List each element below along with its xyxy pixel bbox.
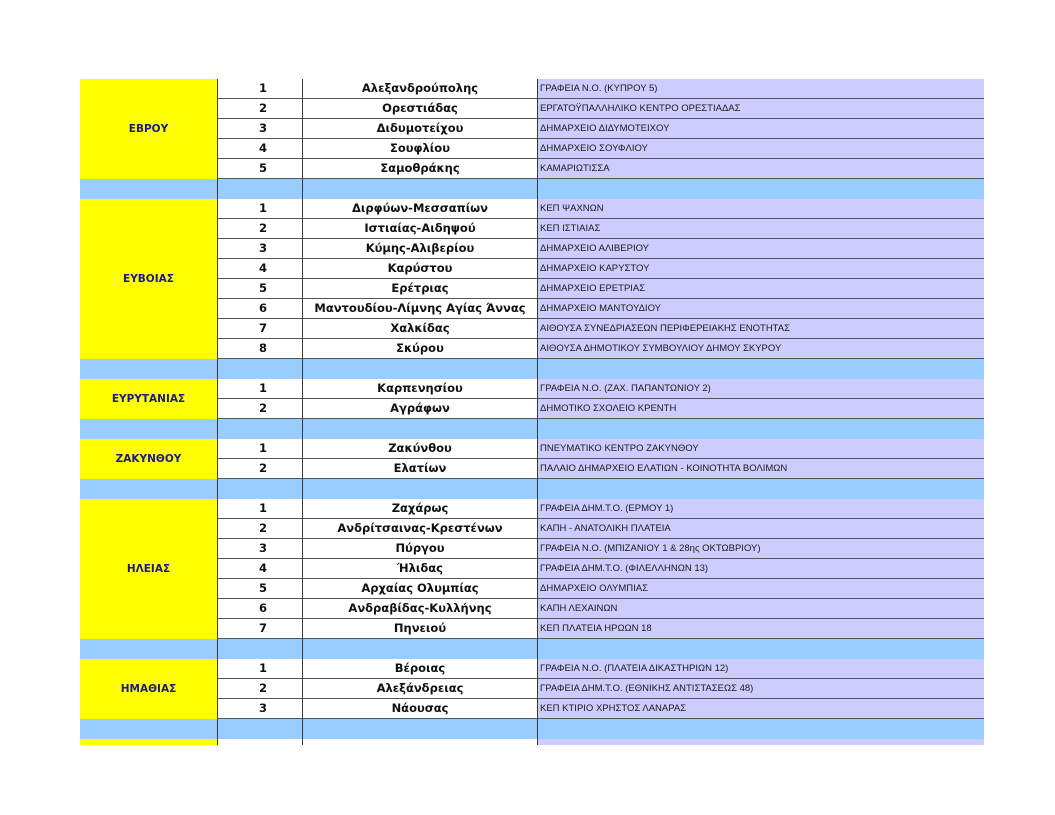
region-name: ΗΜΑΘΙΑΣ <box>80 659 217 719</box>
municipality-name: Κύμης-Αλιβερίου <box>302 239 537 259</box>
grid-line <box>217 479 218 499</box>
municipality-name: Αγράφων <box>302 399 537 419</box>
location-address: ΓΡΑΦΕΙΑ Ν.Ο. (ΚΥΠΡΟΥ 5) <box>537 79 984 99</box>
location-address: ΔΗΜΟΤΙΚΟ ΣΧΟΛΕΙΟ ΚΡΕΝΤΗ <box>537 399 984 419</box>
grid-line <box>302 479 303 499</box>
location-address: ΓΡΑΦΕΙΑ Ν.Ο. (ΜΠΙΖΑΝΙΟΥ 1 & 28ης ΟΚΤΩΒΡΙΟΥ) <box>537 539 984 559</box>
region-name: ΖΑΚΥΝΘΟΥ <box>80 439 217 479</box>
grid-line <box>302 719 303 739</box>
table-row <box>217 139 984 159</box>
location-address: ΔΗΜΑΡΧΕΙΟ ΜΑΝΤΟΥΔΙΟΥ <box>537 299 984 319</box>
grid-line <box>537 479 538 499</box>
municipality-name: Διδυμοτείχου <box>302 119 537 139</box>
municipality-name: Διρφύων-Μεσσαπίων <box>302 199 537 219</box>
location-address: ΓΡΑΦΕΙΑ ΔΗΜ.Τ.Ο. (ΕΡΜΟΥ 1) <box>537 499 984 519</box>
location-address: ΚΑΠΗ - ΑΝΑΤΟΛΙΚΗ ΠΛΑΤΕΙΑ <box>537 519 984 539</box>
municipality-name: Νάουσας <box>302 699 537 719</box>
table-row <box>217 339 984 359</box>
region-name: ΗΛΕΙΑΣ <box>80 499 217 639</box>
table-row <box>217 219 984 239</box>
row-number: 5 <box>217 579 302 599</box>
municipality-name: Αρχαίας Ολυμπίας <box>302 579 537 599</box>
grid-line <box>537 359 538 379</box>
table-row <box>217 279 984 299</box>
table-row <box>217 659 984 679</box>
row-number: 8 <box>217 339 302 359</box>
separator-row <box>80 479 984 499</box>
municipality-name: Ζαχάρως <box>302 499 537 519</box>
grid-line <box>302 419 303 439</box>
table-row <box>217 599 984 619</box>
location-address <box>537 739 984 745</box>
row-number: 7 <box>217 319 302 339</box>
table-row <box>217 299 984 319</box>
grid-line <box>217 179 218 199</box>
location-address: ΔΗΜΑΡΧΕΙΟ ΔΙΔΥΜΟΤΕΙΧΟΥ <box>537 119 984 139</box>
row-number: 2 <box>217 679 302 699</box>
row-number: 3 <box>217 239 302 259</box>
location-address: ΚΕΠ ΨΑΧΝΩΝ <box>537 199 984 219</box>
grid-line <box>302 179 303 199</box>
table-row <box>217 519 984 539</box>
location-address: ΔΗΜΑΡΧΕΙΟ ΑΛΙΒΕΡΙΟΥ <box>537 239 984 259</box>
table-row <box>217 379 984 399</box>
row-number: 7 <box>217 619 302 639</box>
municipality-name: Βέροιας <box>302 659 537 679</box>
grid-line <box>217 359 218 379</box>
location-address: ΠΝΕΥΜΑΤΙΚΟ ΚΕΝΤΡΟ ΖΑΚΥΝΘΟΥ <box>537 439 984 459</box>
municipality-name: Πηνειού <box>302 619 537 639</box>
row-number: 3 <box>217 539 302 559</box>
table-row <box>217 499 984 519</box>
region-name: ΕΥΡΥΤΑΝΙΑΣ <box>80 379 217 419</box>
row-number: 5 <box>217 279 302 299</box>
table-row <box>217 579 984 599</box>
region-name: ΕΒΡΟΥ <box>80 79 217 179</box>
table-row <box>217 679 984 699</box>
municipality-name: Ιστιαίας-Αιδηψού <box>302 219 537 239</box>
location-address: ΚΕΠ ΚΤΙΡΙΟ ΧΡΗΣΤΟΣ ΛΑΝΑΡΑΣ <box>537 699 984 719</box>
table-row <box>217 539 984 559</box>
table-row <box>217 439 984 459</box>
row-number: 2 <box>217 99 302 119</box>
separator-row <box>80 419 984 439</box>
municipality-name: Καρπενησίου <box>302 379 537 399</box>
municipality-name: Ερέτριας <box>302 279 537 299</box>
grid-line <box>302 639 303 659</box>
grid-line <box>537 719 538 739</box>
location-address: ΚΕΠ ΠΛΑΤΕΙΑ ΗΡΩΩΝ 18 <box>537 619 984 639</box>
location-address: ΚΑΜΑΡΙΩΤΙΣΣΑ <box>537 159 984 179</box>
location-address: ΚΑΠΗ ΛΕΧΑΙΝΩΝ <box>537 599 984 619</box>
table-row-partial <box>217 739 984 745</box>
municipality-name: Ορεστιάδας <box>302 99 537 119</box>
separator-row <box>80 359 984 379</box>
location-address: ΔΗΜΑΡΧΕΙΟ ΟΛΥΜΠΙΑΣ <box>537 579 984 599</box>
table-row <box>217 699 984 719</box>
location-address: ΔΗΜΑΡΧΕΙΟ ΕΡΕΤΡΙΑΣ <box>537 279 984 299</box>
grid-line <box>217 719 218 739</box>
municipality-table <box>80 79 984 745</box>
municipality-name: Χαλκίδας <box>302 319 537 339</box>
location-address: ΚΕΠ ΙΣΤΙΑΙΑΣ <box>537 219 984 239</box>
grid-line <box>217 639 218 659</box>
grid-line <box>217 419 218 439</box>
municipality-name: Σκύρου <box>302 339 537 359</box>
table-row <box>217 319 984 339</box>
row-number: 1 <box>217 379 302 399</box>
row-number <box>217 739 302 745</box>
table-row <box>217 559 984 579</box>
table-row <box>217 239 984 259</box>
table-row <box>217 119 984 139</box>
municipality-name: Ήλιδας <box>302 559 537 579</box>
row-number: 2 <box>217 219 302 239</box>
row-number: 2 <box>217 519 302 539</box>
separator-row <box>80 179 984 199</box>
location-address: ΔΗΜΑΡΧΕΙΟ ΚΑΡΥΣΤΟΥ <box>537 259 984 279</box>
municipality-name: Σαμοθράκης <box>302 159 537 179</box>
region-name: ΕΥΒΟΙΑΣ <box>80 199 217 359</box>
table-row <box>217 619 984 639</box>
municipality-name: Καρύστου <box>302 259 537 279</box>
municipality-name <box>302 739 537 745</box>
table-row <box>217 399 984 419</box>
row-number: 5 <box>217 159 302 179</box>
table-row <box>217 259 984 279</box>
row-number: 4 <box>217 559 302 579</box>
row-number: 2 <box>217 459 302 479</box>
row-number: 2 <box>217 399 302 419</box>
municipality-name: Ζακύνθου <box>302 439 537 459</box>
municipality-name: Σουφλίου <box>302 139 537 159</box>
municipality-name: Ελατίων <box>302 459 537 479</box>
location-address: ΑΙΘΟΥΣΑ ΣΥΝΕΔΡΙΑΣΕΩΝ ΠΕΡΙΦΕΡΕΙΑΚΗΣ ΕΝΟΤΗΤΑΣ <box>537 319 984 339</box>
table-row <box>217 459 984 479</box>
row-number: 1 <box>217 439 302 459</box>
location-address: ΓΡΑΦΕΙΑ ΔΗΜ.Τ.Ο. (ΦΙΛΕΛΛΗΝΩΝ 13) <box>537 559 984 579</box>
location-address: ΓΡΑΦΕΙΑ Ν.Ο. (ΠΛΑΤΕΙΑ ΔΙΚΑΣΤΗΡΙΩΝ 12) <box>537 659 984 679</box>
grid-line <box>537 419 538 439</box>
table-row <box>217 99 984 119</box>
grid-line <box>537 179 538 199</box>
row-number: 6 <box>217 599 302 619</box>
municipality-name: Πύργου <box>302 539 537 559</box>
municipality-name: Αλεξανδρούπολης <box>302 79 537 99</box>
row-number: 3 <box>217 699 302 719</box>
separator-row <box>80 639 984 659</box>
separator-row <box>80 719 984 739</box>
row-number: 1 <box>217 499 302 519</box>
table-row <box>217 199 984 219</box>
location-address: ΔΗΜΑΡΧΕΙΟ ΣΟΥΦΛΙΟΥ <box>537 139 984 159</box>
municipality-name: Ανδραβίδας-Κυλλήνης <box>302 599 537 619</box>
municipality-name: Ανδρίτσαινας-Κρεστένων <box>302 519 537 539</box>
location-address: ΑΙΘΟΥΣΑ ΔΗΜΟΤΙΚΟΥ ΣΥΜΒΟΥΛΙΟΥ ΔΗΜΟΥ ΣΚΥΡΟΥ <box>537 339 984 359</box>
row-number: 1 <box>217 199 302 219</box>
municipality-name: Μαντουδίου-Λίμνης Αγίας Άννας <box>302 299 537 319</box>
row-number: 1 <box>217 79 302 99</box>
row-number: 3 <box>217 119 302 139</box>
location-address: ΓΡΑΦΕΙΑ ΔΗΜ.Τ.Ο. (ΕΘΝΙΚΗΣ ΑΝΤΙΣΤΑΣΕΩΣ 48) <box>537 679 984 699</box>
row-number: 4 <box>217 139 302 159</box>
location-address: ΕΡΓΑΤΟΫΠΑΛΛΗΛΙΚΟ ΚΕΝΤΡΟ ΟΡΕΣΤΙΑΔΑΣ <box>537 99 984 119</box>
row-number: 6 <box>217 299 302 319</box>
grid-line <box>537 639 538 659</box>
region-name-partial <box>80 739 217 745</box>
grid-line <box>302 359 303 379</box>
table-row <box>217 159 984 179</box>
location-address: ΠΑΛΑΙΟ ΔΗΜΑΡΧΕΙΟ ΕΛΑΤΙΩΝ - ΚΟΙΝΟΤΗΤΑ ΒΟΛΙΜΩΝ <box>537 459 984 479</box>
location-address: ΓΡΑΦΕΙΑ Ν.Ο. (ΖΑΧ. ΠΑΠΑΝΤΩΝΙΟΥ 2) <box>537 379 984 399</box>
row-number: 1 <box>217 659 302 679</box>
row-number: 4 <box>217 259 302 279</box>
municipality-name: Αλεξάνδρειας <box>302 679 537 699</box>
table-row <box>217 79 984 99</box>
